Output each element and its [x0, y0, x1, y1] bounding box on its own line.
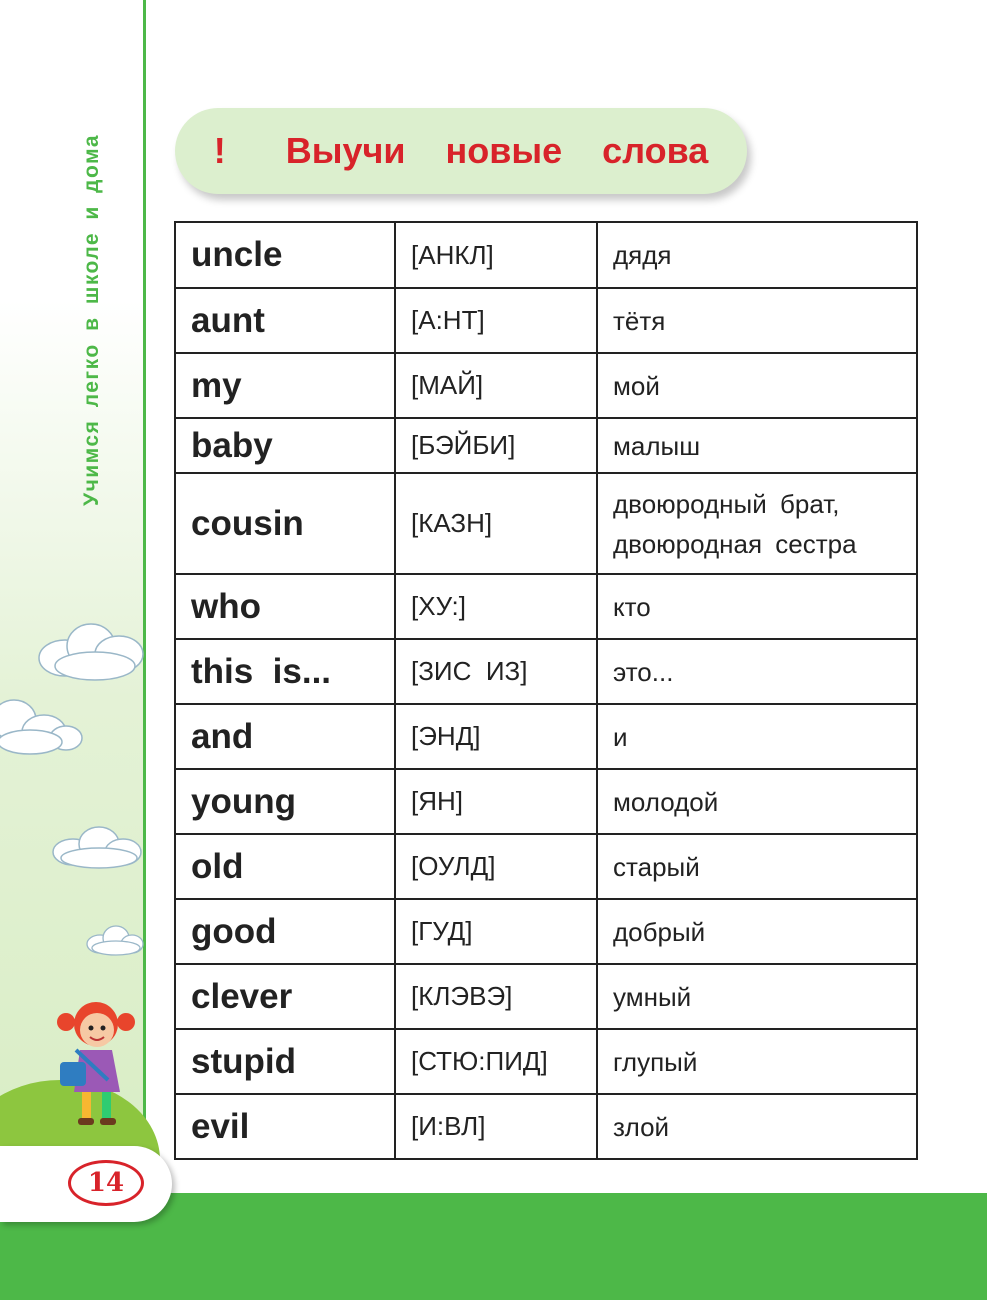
table-row: [175, 1029, 917, 1094]
vocabulary-table: [174, 221, 918, 1160]
page-number: 14: [68, 1160, 144, 1206]
pronunciation-cell: [КЛЭВЭ]: [395, 964, 597, 1029]
translation-cell: старый: [597, 834, 917, 899]
word-cell: stupid: [175, 1029, 395, 1094]
pronunciation-cell: [СТЮ:ПИД]: [395, 1029, 597, 1094]
word-cell: aunt: [175, 288, 395, 353]
word-cell: uncle: [175, 222, 395, 288]
heading-exclamation: !: [213, 130, 226, 171]
pronunciation-cell: [БЭЙБИ]: [395, 418, 597, 473]
pronunciation-cell: [МАЙ]: [395, 353, 597, 418]
table-row: [175, 473, 917, 574]
heading-text: Выучи новые слова: [285, 130, 709, 171]
pronunciation-cell: [ЯН]: [395, 769, 597, 834]
word-cell: good: [175, 899, 395, 964]
pronunciation-cell: [ЭНД]: [395, 704, 597, 769]
word-cell: baby: [175, 418, 395, 473]
table-row: [175, 418, 917, 473]
translation-cell: дядя: [597, 222, 917, 288]
translation-line: двоюродный брат,: [613, 488, 840, 519]
cloud-icon: [25, 612, 150, 684]
pronunciation-cell: [И:ВЛ]: [395, 1094, 597, 1159]
word-cell: old: [175, 834, 395, 899]
table-row: [175, 704, 917, 769]
table-row: [175, 964, 917, 1029]
table-row: [175, 574, 917, 639]
translation-cell: злой: [597, 1094, 917, 1159]
table-row: [175, 1094, 917, 1159]
table-row: [175, 769, 917, 834]
pronunciation-cell: [ОУЛД]: [395, 834, 597, 899]
pronunciation-cell: [ЗИС ИЗ]: [395, 639, 597, 704]
translation-cell: добрый: [597, 899, 917, 964]
translation-cell: кто: [597, 574, 917, 639]
word-cell: evil: [175, 1094, 395, 1159]
pronunciation-cell: [АНКЛ]: [395, 222, 597, 288]
sidebar-divider: [143, 0, 146, 1195]
word-cell: cousin: [175, 473, 395, 574]
translation-cell: это...: [597, 639, 917, 704]
translation-cell: тётя: [597, 288, 917, 353]
word-cell: clever: [175, 964, 395, 1029]
translation-line: двоюродная сестра: [613, 528, 857, 559]
table-row: [175, 639, 917, 704]
word-cell: and: [175, 704, 395, 769]
table-row: [175, 834, 917, 899]
cloud-icon: [45, 822, 145, 872]
cloud-icon: [82, 922, 144, 958]
translation-cell: умный: [597, 964, 917, 1029]
girl-illustration: [50, 1000, 140, 1130]
sidebar-title: Учимся легко в школе и дома: [80, 134, 103, 506]
word-cell: my: [175, 353, 395, 418]
table-row: [175, 353, 917, 418]
translation-cell: [597, 473, 917, 574]
table-row: [175, 899, 917, 964]
table-row: [175, 288, 917, 353]
cloud-icon: [0, 690, 90, 760]
translation-cell: малыш: [597, 418, 917, 473]
pronunciation-cell: [А:НТ]: [395, 288, 597, 353]
translation-cell: и: [597, 704, 917, 769]
table-row: [175, 222, 917, 288]
translation-cell: молодой: [597, 769, 917, 834]
word-cell: young: [175, 769, 395, 834]
translation-cell: глупый: [597, 1029, 917, 1094]
section-heading: [175, 108, 747, 194]
pronunciation-cell: [КАЗН]: [395, 473, 597, 574]
translation-cell: мой: [597, 353, 917, 418]
pronunciation-cell: [ГУД]: [395, 899, 597, 964]
word-cell: who: [175, 574, 395, 639]
word-cell: this is...: [175, 639, 395, 704]
pronunciation-cell: [ХУ:]: [395, 574, 597, 639]
